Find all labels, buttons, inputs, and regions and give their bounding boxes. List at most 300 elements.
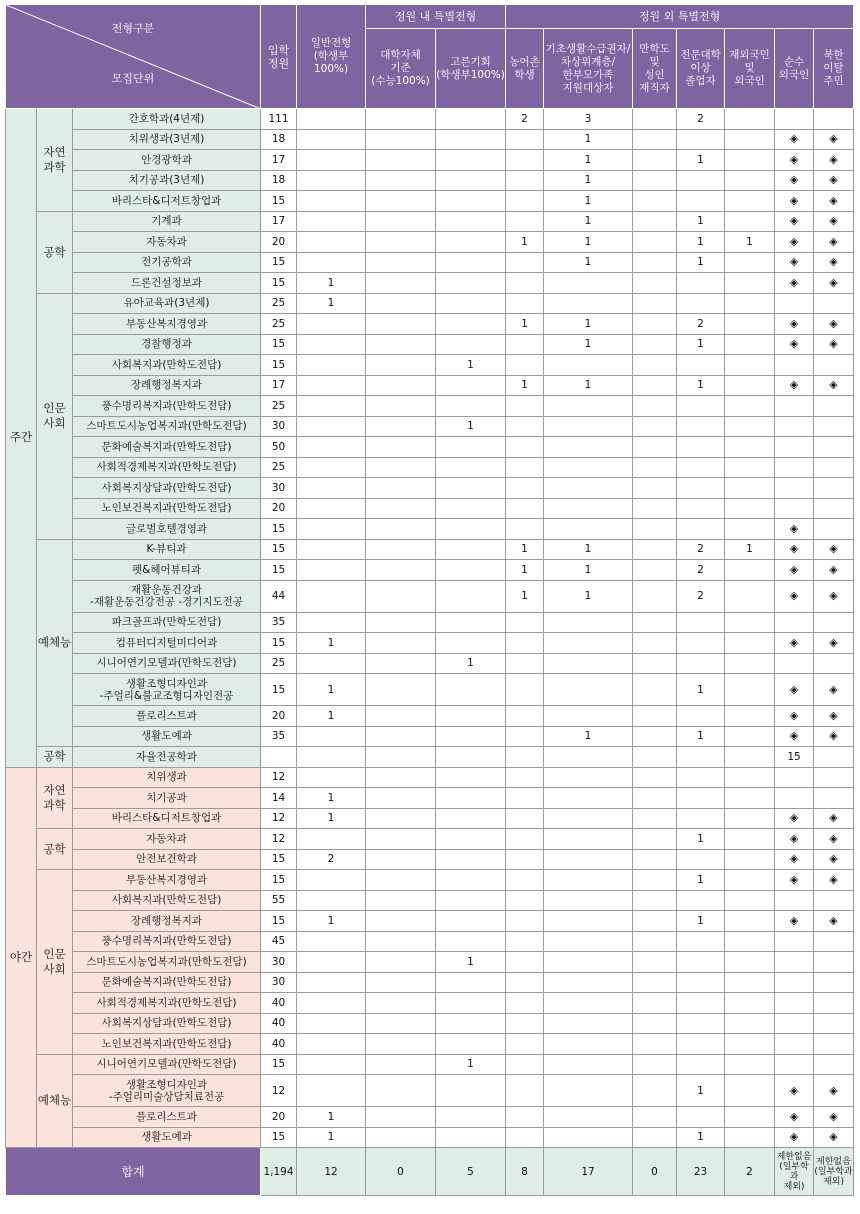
quota-cell: ◈ (775, 633, 814, 654)
quota-cell (297, 478, 366, 499)
quota-cell (544, 457, 633, 478)
quota-cell (436, 375, 506, 396)
quota-cell (436, 1127, 506, 1148)
quota-cell (297, 170, 366, 191)
quota-cell: ◈ (775, 314, 814, 335)
quota-cell (725, 355, 775, 376)
header-late-learner: 만학도 및 성인 재직자 (633, 29, 677, 109)
department-name: 문화예술복지과(만학도전담) (73, 972, 261, 993)
quota-cell (366, 437, 436, 458)
quota-cell (366, 612, 436, 633)
quota-cell (677, 788, 725, 809)
table-row (6, 498, 854, 519)
quota-cell (677, 1013, 725, 1034)
quota-cell: 12 (261, 1075, 297, 1107)
quota-cell: 111 (261, 109, 297, 130)
quota-cell: 1 (297, 911, 366, 932)
table-row (6, 653, 854, 674)
quota-cell (633, 396, 677, 417)
quota-cell (366, 1034, 436, 1055)
quota-cell (506, 1013, 544, 1034)
quota-cell (725, 972, 775, 993)
department-name: 플로리스트과 (73, 706, 261, 727)
quota-cell (633, 191, 677, 212)
table-row (6, 1107, 854, 1128)
quota-cell: 17 (261, 150, 297, 171)
quota-cell: ◈ (814, 129, 854, 150)
header-low-income: 기초생활수급권자/ 차상위계층/ 한부모가족 지원대상자 (544, 29, 633, 109)
total-value: 8 (506, 1148, 544, 1196)
total-value: 0 (633, 1148, 677, 1196)
quota-cell (725, 396, 775, 417)
quota-cell (814, 890, 854, 911)
department-name: 사회복지과(만학도전담) (73, 355, 261, 376)
table-row (6, 457, 854, 478)
quota-cell (297, 870, 366, 891)
quota-cell (725, 993, 775, 1014)
total-value: 12 (297, 1148, 366, 1196)
quota-cell (677, 519, 725, 540)
quota-cell (366, 355, 436, 376)
quota-cell (366, 396, 436, 417)
quota-cell (261, 747, 297, 768)
table-row (6, 849, 854, 870)
quota-cell: 1 (544, 539, 633, 560)
quota-cell: ◈ (814, 191, 854, 212)
quota-cell (366, 870, 436, 891)
quota-cell (366, 375, 436, 396)
quota-cell: 1 (436, 653, 506, 674)
department-name: 노인보건복지과(만학도전담) (73, 498, 261, 519)
quota-cell: 44 (261, 580, 297, 612)
table-row (6, 129, 854, 150)
table-row (6, 293, 854, 314)
quota-cell (814, 747, 854, 768)
quota-cell (633, 972, 677, 993)
quota-cell (633, 788, 677, 809)
quota-cell (506, 653, 544, 674)
department-name: 파크골프과(만학도전담) (73, 612, 261, 633)
quota-cell: ◈ (775, 334, 814, 355)
table-row (6, 1034, 854, 1055)
quota-cell (506, 706, 544, 727)
quota-cell (775, 109, 814, 130)
table-row (6, 706, 854, 727)
quota-cell: 1 (677, 1127, 725, 1148)
quota-cell (725, 191, 775, 212)
table-row (6, 560, 854, 581)
quota-cell (436, 580, 506, 612)
quota-cell: 1 (436, 1054, 506, 1075)
quota-cell: ◈ (775, 706, 814, 727)
quota-cell (366, 890, 436, 911)
quota-cell: 1 (544, 150, 633, 171)
quota-cell (677, 498, 725, 519)
department-name: 간호학과(4년제) (73, 109, 261, 130)
department-name: K-뷰티과 (73, 539, 261, 560)
quota-cell (814, 416, 854, 437)
quota-cell: 1 (506, 314, 544, 335)
quota-cell (297, 437, 366, 458)
quota-cell (814, 1054, 854, 1075)
table-row (6, 674, 854, 706)
quota-cell: 1 (677, 911, 725, 932)
quota-cell: ◈ (775, 911, 814, 932)
quota-cell (814, 109, 854, 130)
quota-cell: 1 (677, 674, 725, 706)
quota-cell (725, 1013, 775, 1034)
quota-cell (366, 314, 436, 335)
quota-cell (366, 674, 436, 706)
quota-cell (725, 170, 775, 191)
quota-cell: 17 (261, 211, 297, 232)
quota-cell: 30 (261, 972, 297, 993)
quota-cell: 20 (261, 232, 297, 253)
quota-cell: 15 (261, 191, 297, 212)
quota-cell: 15 (261, 560, 297, 581)
table-row (6, 416, 854, 437)
department-name: 생활도예과 (73, 726, 261, 747)
quota-cell: ◈ (775, 580, 814, 612)
quota-cell (366, 519, 436, 540)
quota-cell: ◈ (775, 519, 814, 540)
quota-cell (366, 993, 436, 1014)
quota-cell (775, 653, 814, 674)
quota-cell (436, 726, 506, 747)
quota-cell: 1 (677, 870, 725, 891)
quota-cell (544, 1054, 633, 1075)
quota-cell (814, 396, 854, 417)
quota-cell: 2 (677, 580, 725, 612)
quota-cell (633, 1075, 677, 1107)
quota-cell (725, 478, 775, 499)
quota-cell (436, 808, 506, 829)
quota-cell (366, 539, 436, 560)
quota-cell: ◈ (814, 580, 854, 612)
division-label: 야간 (6, 767, 37, 1148)
department-name: 문화예술복지과(만학도전담) (73, 437, 261, 458)
quota-cell: ◈ (814, 911, 854, 932)
quota-cell: 1 (544, 560, 633, 581)
quota-cell (725, 767, 775, 788)
quota-cell: 1 (544, 334, 633, 355)
quota-cell (544, 747, 633, 768)
quota-cell (366, 788, 436, 809)
quota-cell (677, 808, 725, 829)
department-name: 재활운동건강과 -재활운동건강전공 -경기지도전공 (73, 580, 261, 612)
quota-cell: 15 (261, 870, 297, 891)
department-name: 치위생과 (73, 767, 261, 788)
quota-cell (633, 726, 677, 747)
total-value: 23 (677, 1148, 725, 1196)
quota-cell: 25 (261, 293, 297, 314)
department-name: 풍수명리복지과(만학도전담) (73, 396, 261, 417)
quota-cell (366, 767, 436, 788)
quota-cell (633, 931, 677, 952)
quota-cell: ◈ (775, 1075, 814, 1107)
quota-cell: 20 (261, 498, 297, 519)
table-row (6, 612, 854, 633)
quota-cell (814, 767, 854, 788)
quota-cell (775, 1034, 814, 1055)
quota-cell (633, 334, 677, 355)
quota-cell (677, 1034, 725, 1055)
quota-cell (366, 150, 436, 171)
quota-cell (544, 1107, 633, 1128)
quota-cell: 1 (297, 1127, 366, 1148)
department-name: 사회복지상담과(만학도전담) (73, 1013, 261, 1034)
quota-cell (775, 478, 814, 499)
quota-cell (725, 849, 775, 870)
quota-cell: 55 (261, 890, 297, 911)
table-row (6, 109, 854, 130)
quota-cell (544, 1127, 633, 1148)
quota-cell (506, 252, 544, 273)
quota-cell (297, 890, 366, 911)
quota-cell: 1 (506, 232, 544, 253)
quota-cell (725, 911, 775, 932)
quota-cell (677, 972, 725, 993)
quota-cell: 1 (297, 1107, 366, 1128)
quota-cell: 15 (261, 273, 297, 294)
quota-cell (436, 437, 506, 458)
quota-cell (506, 931, 544, 952)
quota-cell (544, 993, 633, 1014)
department-name: 풍수명리복지과(만학도전담) (73, 931, 261, 952)
table-row (6, 375, 854, 396)
department-name: 유아교육과(3년제) (73, 293, 261, 314)
quota-cell (436, 1013, 506, 1034)
quota-cell: 1 (544, 191, 633, 212)
quota-cell: 1 (544, 211, 633, 232)
quota-cell (436, 972, 506, 993)
quota-cell: ◈ (775, 273, 814, 294)
quota-cell: 1 (677, 252, 725, 273)
quota-cell (366, 1054, 436, 1075)
quota-cell (633, 580, 677, 612)
quota-cell (366, 232, 436, 253)
quota-cell (814, 478, 854, 499)
quota-cell: 15 (261, 674, 297, 706)
field-group-label: 인문 사회 (37, 293, 73, 539)
field-group-label: 공학 (37, 829, 73, 870)
quota-cell (725, 747, 775, 768)
quota-cell: ◈ (814, 232, 854, 253)
table-row (6, 191, 854, 212)
quota-cell (725, 150, 775, 171)
quota-cell (725, 416, 775, 437)
quota-cell (297, 232, 366, 253)
quota-cell (725, 560, 775, 581)
quota-cell: 2 (297, 849, 366, 870)
quota-cell: 1 (544, 252, 633, 273)
quota-cell (633, 1054, 677, 1075)
department-name: 자율전공학과 (73, 747, 261, 768)
quota-cell: 1 (297, 633, 366, 654)
quota-cell (506, 993, 544, 1014)
quota-cell: 1 (506, 375, 544, 396)
quota-cell: 20 (261, 706, 297, 727)
quota-cell: ◈ (775, 232, 814, 253)
header-admission-type: 전형구분 (111, 22, 155, 35)
quota-cell (677, 273, 725, 294)
quota-cell (677, 653, 725, 674)
quota-cell (297, 767, 366, 788)
quota-cell: ◈ (775, 170, 814, 191)
quota-cell (633, 416, 677, 437)
department-name: 스마트도시농업복지과(만학도전담) (73, 952, 261, 973)
quota-cell (633, 539, 677, 560)
quota-cell: 40 (261, 1013, 297, 1034)
quota-cell (436, 870, 506, 891)
quota-cell: 20 (261, 1107, 297, 1128)
quota-cell (366, 170, 436, 191)
quota-cell (506, 1034, 544, 1055)
quota-cell (297, 560, 366, 581)
quota-cell (633, 252, 677, 273)
admission-quota-table (5, 4, 854, 1196)
quota-cell (677, 747, 725, 768)
quota-cell: 1 (544, 170, 633, 191)
quota-cell (366, 829, 436, 850)
quota-cell: ◈ (814, 849, 854, 870)
field-group-label: 예체능 (37, 539, 73, 747)
quota-cell (677, 1107, 725, 1128)
quota-cell (436, 931, 506, 952)
department-name: 플로리스트과 (73, 1107, 261, 1128)
quota-cell (436, 560, 506, 581)
table-row (6, 993, 854, 1014)
quota-cell (366, 191, 436, 212)
quota-cell (436, 747, 506, 768)
quota-cell: ◈ (775, 808, 814, 829)
quota-cell (633, 890, 677, 911)
table-row (6, 808, 854, 829)
quota-cell (506, 191, 544, 212)
quota-cell (775, 1013, 814, 1034)
quota-cell (775, 788, 814, 809)
quota-cell (544, 478, 633, 499)
quota-cell: 1 (506, 539, 544, 560)
quota-cell: ◈ (814, 539, 854, 560)
quota-cell (297, 1075, 366, 1107)
quota-cell (544, 653, 633, 674)
quota-cell (775, 437, 814, 458)
quota-cell (544, 972, 633, 993)
table-row (6, 478, 854, 499)
quota-cell (436, 911, 506, 932)
quota-cell: ◈ (814, 314, 854, 335)
quota-cell (436, 1075, 506, 1107)
table-row (6, 211, 854, 232)
table-row (6, 519, 854, 540)
quota-cell (297, 457, 366, 478)
quota-cell: ◈ (814, 726, 854, 747)
quota-cell: ◈ (814, 808, 854, 829)
department-name: 스마트도시농업복지과(만학도전담) (73, 416, 261, 437)
quota-cell (633, 706, 677, 727)
quota-cell: 1 (677, 1075, 725, 1107)
quota-cell (297, 952, 366, 973)
quota-cell: 1 (297, 788, 366, 809)
quota-cell (297, 972, 366, 993)
quota-cell (366, 911, 436, 932)
quota-cell (633, 129, 677, 150)
quota-cell: ◈ (775, 150, 814, 171)
quota-cell (297, 931, 366, 952)
quota-cell (633, 498, 677, 519)
quota-cell (297, 1013, 366, 1034)
quota-cell: 1 (436, 952, 506, 973)
department-name: 시니어연기모델과(만학도전담) (73, 653, 261, 674)
total-value: 1,194 (261, 1148, 297, 1196)
quota-cell (775, 972, 814, 993)
quota-cell: ◈ (775, 211, 814, 232)
header-college-graduate: 전문대학 이상 졸업자 (677, 29, 725, 109)
quota-cell: ◈ (814, 870, 854, 891)
quota-cell (725, 252, 775, 273)
table-row (6, 355, 854, 376)
department-name: 컴퓨터디지털미디어과 (73, 633, 261, 654)
quota-cell (725, 580, 775, 612)
table-row (6, 952, 854, 973)
quota-cell (297, 612, 366, 633)
quota-cell: 25 (261, 457, 297, 478)
quota-cell (506, 478, 544, 499)
quota-cell (436, 767, 506, 788)
quota-cell (775, 293, 814, 314)
quota-cell (633, 767, 677, 788)
quota-cell (297, 109, 366, 130)
quota-cell (544, 890, 633, 911)
department-name: 기계과 (73, 211, 261, 232)
quota-cell (725, 931, 775, 952)
quota-cell (725, 653, 775, 674)
quota-cell: ◈ (775, 849, 814, 870)
quota-cell (436, 788, 506, 809)
quota-cell (633, 1127, 677, 1148)
quota-cell: 1 (297, 674, 366, 706)
quota-cell (725, 612, 775, 633)
quota-cell (366, 252, 436, 273)
quota-cell: ◈ (775, 829, 814, 850)
quota-cell (677, 129, 725, 150)
quota-cell: 15 (261, 252, 297, 273)
quota-cell (436, 150, 506, 171)
department-name: 시니어연기모델과(만학도전담) (73, 1054, 261, 1075)
quota-cell (366, 334, 436, 355)
quota-cell (506, 293, 544, 314)
quota-cell (775, 952, 814, 973)
header-general: 일반전형 (학생부100%) (297, 5, 366, 109)
department-name: 사회복지상담과(만학도전담) (73, 478, 261, 499)
quota-cell (677, 890, 725, 911)
quota-cell (725, 211, 775, 232)
quota-cell (506, 788, 544, 809)
quota-cell (436, 478, 506, 499)
table-row (6, 972, 854, 993)
quota-cell (436, 993, 506, 1014)
quota-cell (506, 396, 544, 417)
quota-cell (725, 498, 775, 519)
total-label: 합계 (6, 1148, 261, 1196)
quota-cell: 15 (261, 911, 297, 932)
quota-cell (633, 829, 677, 850)
quota-cell (814, 519, 854, 540)
quota-cell (506, 829, 544, 850)
department-name: 생활조형디자인과 -주얼리미술상담치료전공 (73, 1075, 261, 1107)
quota-cell (366, 560, 436, 581)
